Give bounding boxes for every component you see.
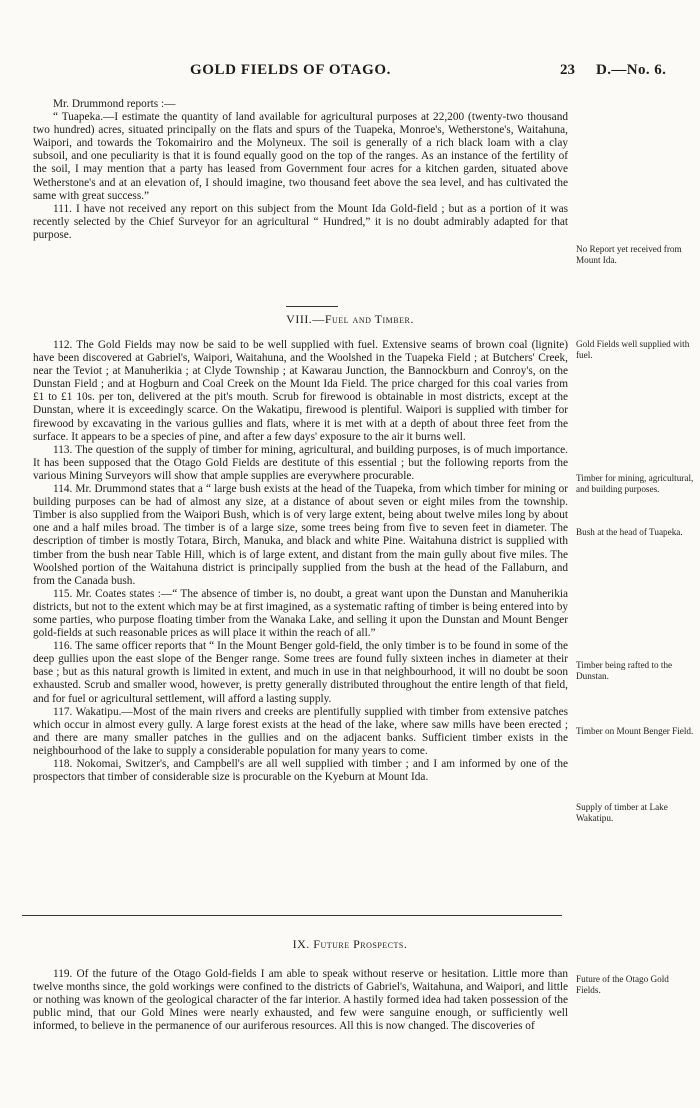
section-number: IX.	[292, 937, 310, 951]
paragraph-116: 116. The same officer reports that “ In the Mount Benger gold-field, the only timber is to be found in some of the deep gullies upon the east slope of the Benger range. Some trees are found fully sixteen inches in diameter at their base ; but as this natural growth is limited in extent, and much in use in that neighbourhood, it will no doubt be soon exhausted. Scrub and smaller wood, however, is pretty generally distributed throughout the entire length of that field, and for fuel or agricultural settlement, will afford a lasting supply.	[33, 640, 568, 705]
paragraph-intro: Mr. Drummond reports :—	[53, 98, 176, 110]
paragraph-119: 119. Of the future of the Otago Gold-fields I am able to speak without reserve or hesitation. Little more than twelve months since, the gold workings were confined to the districts of Gabriel's, Waitahuna, and Waipori, and little or nothing was known of the geological character of the far interior. A hastily formed idea had taken possession of the public mind, that our Gold Mines were nearly exhausted, and few were sanguine enough, or sufficiently well informed, to believe in the permanence of our auriferous resources. All this is now changed. The discoveries of	[33, 968, 568, 1033]
text-block-fuel-timber	[33, 339, 568, 784]
paragraph-115: 115. Mr. Coates states :—“ The absence of timber is, no doubt, a great want upon the Dunstan and Manuherikia districts, but not to the extent which may be at first imagined, as a systematic rafting of timber is being entered into by some parties, who purpose floating timber from the Wanaka Lake, and selling it upon the Dunstan and Mount Benger gold-fields at such reasonable prices as will place it within the reach of all.”	[33, 587, 568, 640]
margin-note-rafted: Timber being rafted to the Dunstan.	[576, 660, 673, 681]
paragraph-117: 117. Wakatipu.—Most of the main rivers and creeks are plentifully supplied with timber from extensive patches which occur in almost every gully. A large forest exists at the head of the lake, where saw mills have been erected ; and there are many smaller patches in the gullies and on the adjacent banks. Sufficient timber exists in the neighbourhood of the lake to supply a considerable population for many years to come.	[33, 705, 568, 757]
document-number: D.—No. 6.	[596, 62, 667, 78]
paragraph-111: 111. I have not received any report on this subject from the Mount Ida Gold-field ; but as a portion of it was recently selected by the Chief Surveyor for an agricultural “ Hundred,” it is no doubt admirably adapted for that purpose.	[33, 202, 568, 241]
margin-note-fuel: Gold Fields well supplied with fuel.	[576, 339, 690, 360]
paragraph-quote-tuapeka: “ Tuapeka.—I estimate the quantity of land available for agricultural purposes at 22,200 (twenty-two thousand two hundred) acres, situated principally on the flats and spurs of the Tuapeka, Monroe's, Wetherstone's, Waitahuna, Waipori, and towards the Tokomairiro and the Molyneux. The soil is generally of a rich black loam with a clay subsoil, and one peculiarity is that it is found equally good on the top of the ranges. As an instance of the fertility of the soil, I may mention that a party has leased from Government four acres for a kitchen garden, situated above Wetherstone's and at an elevation of, I should imagine, two thousand feet above the sea level, and has cultivated the same with great success.”	[33, 111, 568, 202]
margin-note-bush: Bush at the head of Tuapeka.	[576, 527, 683, 537]
section-title: Future Prospects.	[313, 937, 408, 951]
section-heading-ix	[0, 937, 700, 952]
page-header	[0, 62, 700, 82]
margin-note-future: Future of the Otago Gold Fields.	[576, 974, 669, 995]
margin-note-mount-ida: No Report yet received from Mount Ida.	[576, 244, 682, 265]
section-divider	[286, 306, 338, 307]
section-number: VIII.—	[286, 312, 325, 326]
paragraph-114: 114. Mr. Drummond states that a “ large bush exists at the head of the Tuapeka, from which timber for mining or building purposes can be had of almost any size, at a distance of about seven or eight miles from the township. Timber is also supplied from the Waipori Bush, which is of very large extent, being about twelve miles long by about one and a half miles broad. The timber is of a large size, some trees being from five to seven feet in diameter. The description of timber is mostly Totara, Birch, Manuka, and black and white Pine. Waitahuna district is supplied with timber from the bush near Table Hill, which is of large extent, and distant from the main gully about five miles. The Woolshed portion of the Waitahuna district is principally supplied from the bush at the head of the Fallaburn, and from the Canada bush.	[33, 483, 568, 587]
text-block-future	[33, 968, 568, 1033]
page-number: 23	[560, 62, 575, 78]
paragraph-118: 118. Nokomai, Switzer's, and Campbell's are all well supplied with timber ; and I am informed by one of the prospectors that timber of considerable size is procurable on the Kyeburn at Mount Ida.	[33, 758, 568, 784]
margin-note-benger: Timber on Mount Benger Field.	[576, 726, 694, 736]
section-heading-viii	[0, 312, 700, 327]
text-block-agriculture	[33, 98, 568, 242]
paragraph-113: 113. The question of the supply of timber for mining, agricultural, and building purposes, is of much importance. It has been supposed that the Otago Gold Fields are destitute of this essential ; but the following reports from the various Mining Surveyors will show that ample supplies are everywhere procurable.	[33, 443, 568, 482]
section-title: Fuel and Timber.	[324, 312, 414, 326]
margin-note-wakatipu: Supply of timber at Lake Wakatipu.	[576, 802, 668, 823]
running-title: GOLD FIELDS OF OTAGO.	[190, 62, 391, 78]
margin-note-timber: Timber for mining, agricultural, and building purposes.	[576, 473, 694, 494]
section-divider-long	[22, 915, 562, 916]
paragraph-112: 112. The Gold Fields may now be said to be well supplied with fuel. Extensive seams of brown coal (lignite) have been discovered at Gabriel's, Waipori, Waitahuna, and the Woolshed in the Tuapeka Field ; at Butchers' Creek, near the Teviot ; at Manuherikia ; at Clyde Township ; at Kawarau Junction, the Bannockburn and Conroy's, on the Dunstan Field ; and at Hogburn and Coal Creek on the Mount Ida Field. The price charged for this coal varies from £1 to £1 10s. per ton, delivered at the pit's mouth. Scrub for firewood is obtainable in most districts, except at the Dunstan, where it is exceedingly scarce. On the Wakatipu, firewood is plentiful. Waipori is supplied with timber for firewood by excavating in the various gullies and flats, where it is met with at a depth of about three feet from the surface. It appears to be a species of pine, and after a few days' exposure to the air it burns well.	[33, 339, 568, 443]
